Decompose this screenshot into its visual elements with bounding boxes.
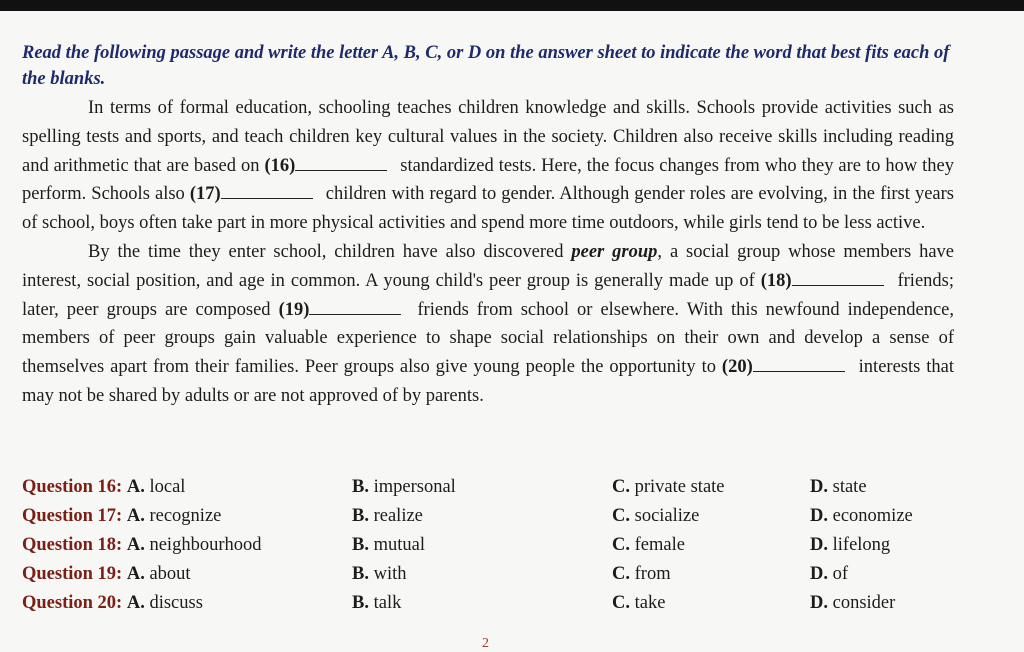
emphasized-term: peer group (571, 241, 658, 262)
option-c: C. private state (612, 477, 725, 497)
option-a: Question 20: A. discuss (22, 593, 203, 613)
passage-text: In terms of formal education, schooling teaches children knowledge and skills. Schools provide activities such as spelling tests and sports, and teach children key cultural values in the society. Children also receive skills including reading and arithmetic that are based on (22, 98, 954, 176)
question-options-table (22, 473, 982, 618)
answer-blank-18 (792, 271, 884, 286)
blank-number-20: (20) (721, 357, 753, 378)
answer-blank-20 (753, 357, 845, 372)
passage-text: By the time they enter school, children have also discovered (88, 241, 572, 262)
option-d: D. lifelong (810, 535, 891, 555)
option-b: B. with (352, 564, 407, 584)
option-c: C. take (612, 593, 666, 613)
option-d: D. consider (810, 593, 896, 613)
blank-number-19: (19) (278, 299, 310, 320)
document-page (22, 40, 954, 411)
option-b: B. realize (352, 506, 423, 526)
option-c: C. female (612, 535, 685, 555)
passage-paragraph-2 (22, 238, 954, 411)
question-label: Question 20: (22, 593, 123, 613)
option-d: D. of (810, 564, 849, 584)
blank-number-18: (18) (760, 270, 792, 291)
answer-blank-17 (221, 184, 313, 199)
question-row (22, 589, 982, 618)
answer-blank-16 (295, 156, 387, 171)
option-b: B. talk (352, 593, 402, 613)
option-b: B. mutual (352, 535, 425, 555)
passage-paragraph-1 (22, 94, 954, 238)
page-number: 2 (482, 636, 489, 651)
question-label: Question 16: (22, 477, 123, 497)
blank-number-17: (17) (189, 184, 221, 205)
question-row (22, 473, 982, 502)
instruction-text: Read the following passage and write the letter A, B, C, or D on the answer sheet to indicate the word that best fits each of the blanks. (22, 43, 950, 89)
passage-text: standardized tests. Here, the focus changes from who they are to how they perform. Schools also (22, 155, 955, 205)
answer-blank-19 (309, 300, 401, 315)
question-label: Question 19: (22, 564, 123, 584)
question-row (22, 560, 982, 589)
option-a: Question 16: A. local (22, 477, 186, 497)
question-row (22, 531, 982, 560)
option-c: C. socialize (612, 506, 700, 526)
passage-text: friends; later, peer groups are composed (22, 270, 954, 320)
passage-text: , a social group whose members have interest, social position, and age in common. A young child's peer group is generally made up of (22, 241, 955, 291)
question-row (22, 502, 982, 531)
option-b: B. impersonal (352, 477, 456, 497)
top-black-bar (0, 0, 1024, 11)
option-a: Question 17: A. recognize (22, 506, 222, 526)
option-a: Question 18: A. neighbourhood (22, 535, 262, 555)
question-label: Question 17: (22, 506, 123, 526)
option-a: Question 19: A. about (22, 564, 191, 584)
passage-text: friends from school or elsewhere. With this newfound independence, members of peer groups gain valuable experience to shape social relationships on their own and develop a sense of themselves apart from their families. Peer groups also give young people the opportunity to (22, 299, 954, 378)
option-d: D. economize (810, 506, 913, 526)
question-label: Question 18: (22, 535, 123, 555)
passage-text: interests that may not be shared by adults or are not approved of by parents. (22, 357, 954, 406)
passage-text: children with regard to gender. Although gender roles are evolving, in the first years of school, boys often take part in more physical activities and spend more time outdoors, while girls tend to be less active. (22, 184, 954, 234)
option-d: D. state (810, 477, 867, 497)
blank-number-16: (16) (264, 155, 296, 176)
option-c: C. from (612, 564, 671, 584)
